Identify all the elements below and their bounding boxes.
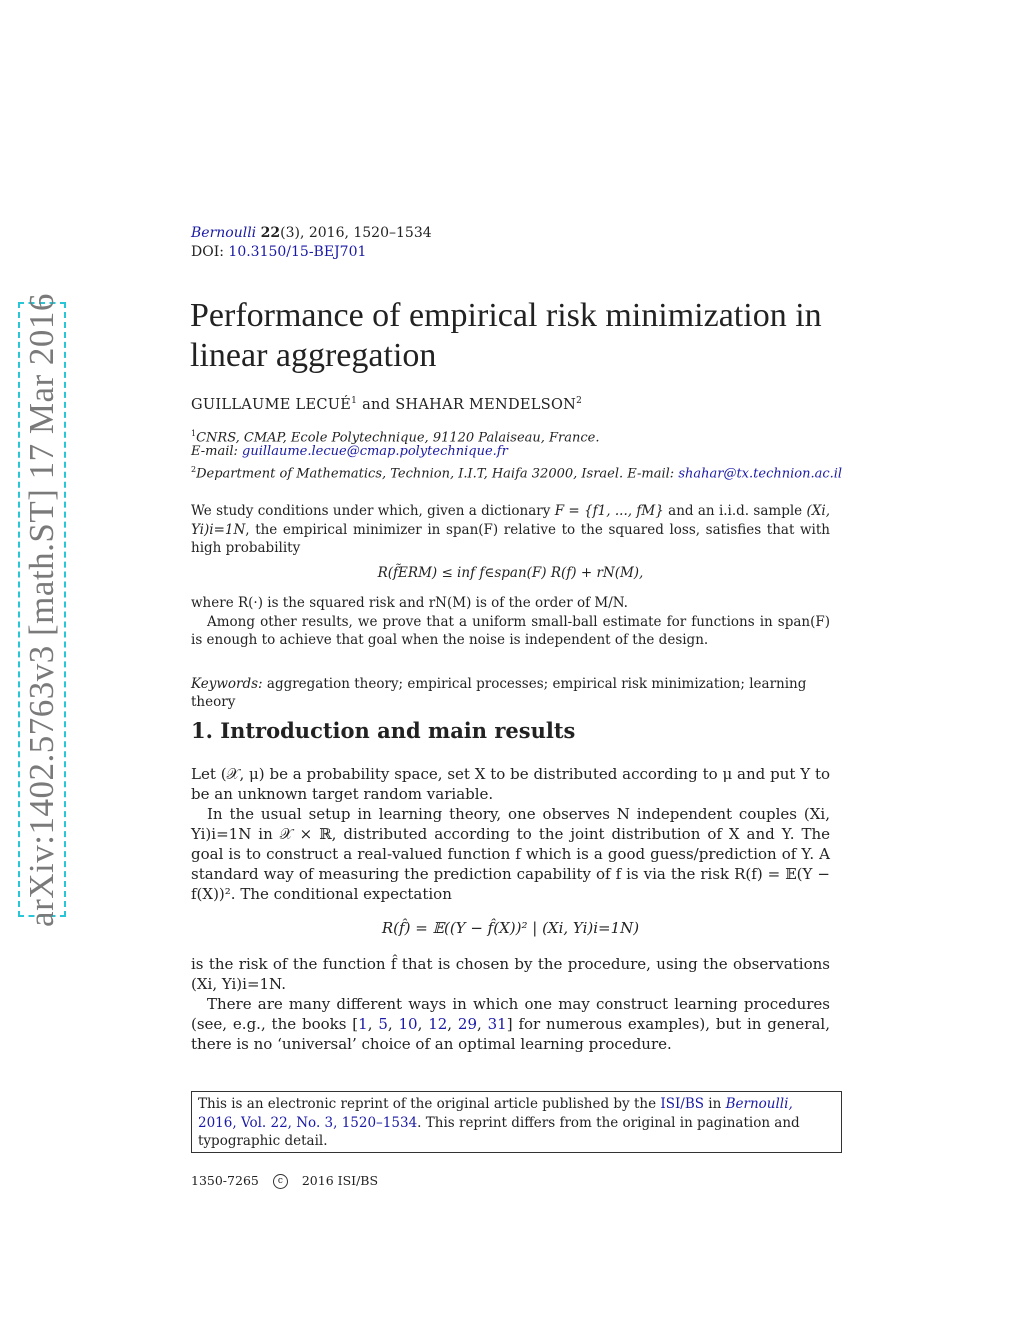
doi-label: DOI: <box>191 244 224 260</box>
body-para-2: In the usual setup in learning theory, one observes N independent couples (Xi, Yi)i=1N in 𝒳 × ℝ, distributed according to the joint distribution of X and Y. The goal is to construct a real-valued function f which is a good guess/prediction of Y. A standard way of measuring the prediction capability of f is via the risk R(f) = 𝔼(Y − f(X))². The conditional expectation <box>191 805 830 903</box>
author-1: GUILLAUME LECUÉ <box>191 396 352 413</box>
body-text <box>191 764 830 1054</box>
affiliation-2-sup: 2 <box>191 465 197 474</box>
keywords-text: aggregation theory; empirical processes; empirical risk minimization; learning theory <box>191 676 807 710</box>
reprint-notice <box>191 1091 842 1153</box>
affiliation-2-text: Department of Mathematics, Technion, I.I.T, Haifa 32000, Israel. E-mail: <box>196 466 675 482</box>
reprint-text: in <box>708 1096 722 1112</box>
reprint-journal-link[interactable]: Bernoulli, <box>725 1096 793 1112</box>
affiliation-1-text: CNRS, CMAP, Ecole Polytechnique, 91120 Palaiseau, France. <box>196 430 600 446</box>
abstract <box>191 502 830 650</box>
abstract-para-2: where R(·) is the squared risk and rN(M) is of the order of M/N. <box>191 595 628 611</box>
author-2-sup: 2 <box>576 396 583 406</box>
arxiv-stamp-text: arXiv:1402.5763v3 [math.ST] 17 Mar 2016 <box>22 292 61 927</box>
reprint-citation-link[interactable]: 2016, Vol. 22, No. 3, 1520–1534 <box>198 1114 418 1131</box>
reprint-text: This is an electronic reprint of the original article published by the <box>198 1096 657 1112</box>
title-line-2: linear aggregation <box>190 337 437 374</box>
journal-citation <box>191 224 432 242</box>
author-1-sup: 1 <box>351 396 358 406</box>
author-2: SHAHAR MENDELSON <box>395 396 577 413</box>
reprint-text: . This reprint differs from the original in pagination and typographic detail. <box>198 1114 800 1149</box>
doi-line <box>191 243 366 261</box>
ref-link[interactable]: 29 <box>457 1015 478 1033</box>
ref-link[interactable]: 1 <box>358 1015 368 1033</box>
math-sample: (Xi, Yi)i=1N <box>191 503 830 538</box>
email-link-1[interactable]: guillaume.lecue@cmap.polytechnique.fr <box>242 444 508 459</box>
section-title: Introduction and main results <box>220 718 576 743</box>
journal-issue: (3), 2016, 1520–1534 <box>280 225 432 241</box>
author-list <box>191 396 582 413</box>
footer <box>191 1173 378 1189</box>
issn: 1350-7265 <box>191 1173 259 1188</box>
copyright-icon: c <box>273 1174 288 1189</box>
paper-title <box>190 296 850 376</box>
abstract-para-3: Among other results, we prove that a uniform small-ball estimate for functions in span(F) is enough to achieve that goal when the noise is independent of the design. <box>191 613 830 648</box>
journal-link[interactable]: Bernoulli <box>191 225 257 241</box>
body-para-4: There are many different ways in which one may construct learning procedures (see, e.g., the books [1, 5, 10, 12, 29, 31] for numerous examples), but in general, there is no ‘universal’ choice of an optimal learning procedure. <box>191 995 830 1053</box>
body-para-4-text: There are many different ways in which one may construct learning procedures (see, e.g., the books [ <box>191 995 830 1033</box>
affiliation-1-email-line <box>191 443 861 461</box>
ref-link[interactable]: 12 <box>428 1015 448 1033</box>
body-equation: R(f̂) = 𝔼((Y − f̂(X))² | (Xi, Yi)i=1N) <box>381 919 640 937</box>
abstract-para-1 <box>191 502 830 558</box>
section-heading <box>191 718 575 743</box>
body-para-4-text: ] for numerous examples), but in general, there is no ‘universal’ choice of an optimal learning procedure. <box>191 1015 830 1053</box>
keywords-label: Keywords: <box>191 676 263 692</box>
section-number: 1. <box>191 718 213 743</box>
keywords <box>191 675 841 711</box>
body-para-3: is the risk of the function f̂ that is chosen by the procedure, using the observations (Xi, Yi)i=1N. <box>191 955 830 993</box>
ref-link[interactable]: 5 <box>378 1015 388 1033</box>
affiliation-2 <box>191 461 861 483</box>
email-link-2[interactable]: shahar@tx.technion.ac.il <box>678 466 843 482</box>
author-and: and <box>362 396 391 413</box>
journal-volume: 22 <box>260 225 281 241</box>
ref-link[interactable]: 31 <box>487 1015 507 1033</box>
title-line-1: Performance of empirical risk minimization in <box>190 297 822 334</box>
ref-link[interactable]: 10 <box>398 1015 418 1033</box>
abstract-equation: R(f̃ERM) ≤ inf f∈span(F) R(f) + rN(M), <box>377 564 644 581</box>
arxiv-stamp <box>18 292 66 927</box>
isibs-link[interactable]: ISI/BS <box>660 1096 704 1112</box>
copyright-text: 2016 ISI/BS <box>301 1173 379 1188</box>
affiliation-1-sup: 1 <box>191 429 197 438</box>
abstract-text: and an i.i.d. sample <box>668 503 803 519</box>
body-para-1: Let (𝒳, μ) be a probability space, set X to be distributed according to μ and put Y to be an unknown target random variable. <box>191 765 830 803</box>
abstract-text: We study conditions under which, given a dictionary <box>191 503 551 519</box>
math-dictionary: F = {f1, ..., fM} <box>554 503 664 519</box>
email-label: E-mail: <box>191 444 238 459</box>
abstract-text: , the empirical minimizer in span(F) relative to the squared loss, satisfies that with high probability <box>191 521 830 556</box>
doi-link[interactable]: 10.3150/15-BEJ701 <box>228 244 367 260</box>
